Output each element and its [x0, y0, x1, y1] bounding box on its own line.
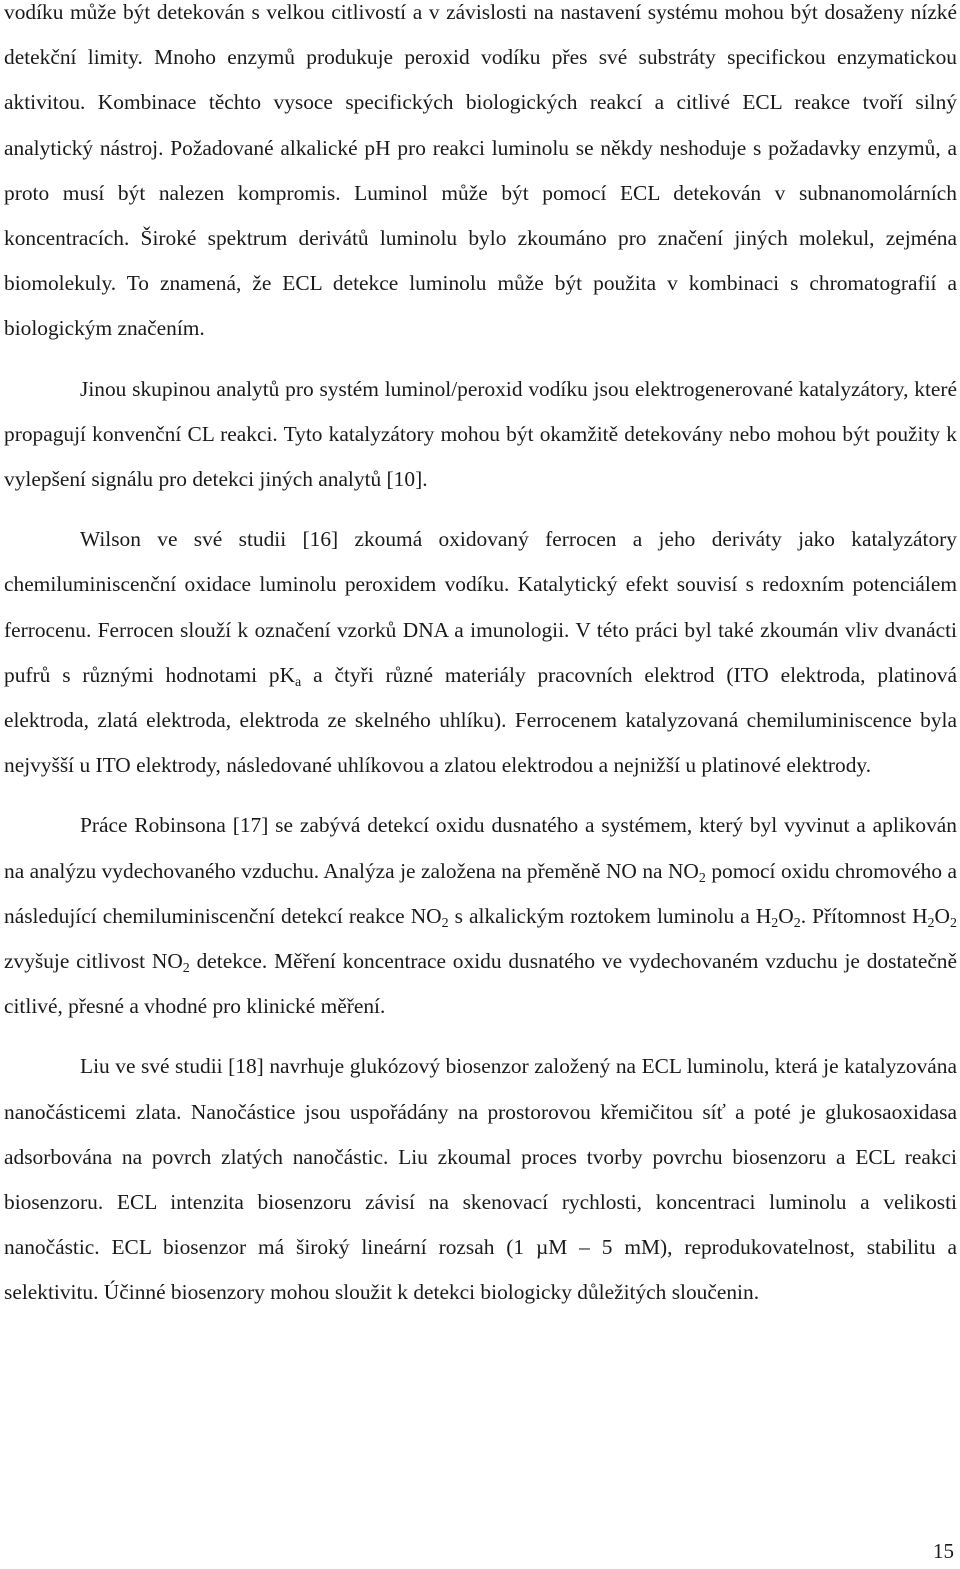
subscript: 2 [698, 870, 706, 886]
text-run: O [934, 903, 950, 928]
subscript: 2 [441, 915, 449, 931]
subscript: 2 [182, 961, 190, 977]
page-number: 15 [933, 1539, 954, 1563]
paragraph-5 [4, 1044, 957, 1315]
paragraph-1 [4, 0, 957, 352]
subscript: 2 [950, 915, 957, 931]
text-run: s alkalickým roztokem luminolu a H [448, 903, 772, 928]
subscript: a [295, 674, 302, 690]
subscript: 2 [793, 915, 801, 931]
text-run: a čtyři různé materiály pracovních elektrod (ITO elektroda, platinová elektroda, zlatá elektroda, elektroda ze skelného uhlíku). Ferrocenem katalyzovaná chemiluminiscence byla nejvyšší u ITO elektrody, následované uhlíkovou a zlatou elektrodou a nejnižší u platinové elektrody. [4, 662, 957, 778]
paragraph-3 [4, 517, 957, 788]
paragraph-4 [4, 803, 957, 1029]
text-run: Liu ve své studii [18] navrhuje glukózový biosenzor založený na ECL luminolu, která je katalyzována nanočásticemi zlata. Nanočástice jsou uspořádány na prostorovou křemičitou síť a poté je glukosaoxidasa adsorbována na povrch zlatých nanočástic. Liu zkoumal proces tvorby povrchu biosenzoru a ECL reakci biosenzoru. ECL intenzita biosenzoru závisí na skenovací rychlosti, koncentraci luminolu a velikosti nanočástic. ECL biosenzor má široký lineární rozsah (1 µM – 5 mM), reprodukovatelnost, stabilitu a selektivitu. Účinné biosenzory mohou sloužit k detekci biologicky důležitých sloučenin. [4, 1054, 957, 1305]
text-run: . Přítomnost H [800, 903, 928, 928]
text-run: zvyšuje citlivost NO [4, 949, 183, 974]
body-text [4, 0, 957, 1316]
subscript: 2 [927, 915, 935, 931]
text-run: Práce Robinsona [17] se zabývá detekcí oxidu dusnatého a systémem, který byl vyvinut a aplikován na analýzu vydechovaného vzduchu. Analýza je založena na přeměně NO na NO [4, 813, 957, 883]
text-run: Jinou skupinou analytů pro systém luminol/peroxid vodíku jsou elektrogenerované katalyzátory, které propagují konvenční CL reakci. Tyto katalyzátory mohou být okamžitě detekovány nebo mohou být použity k vylepšení signálu pro detekci jiných analytů [10]. [4, 376, 957, 492]
text-run: O [778, 903, 794, 928]
subscript: 2 [771, 915, 779, 931]
document-page [4, 0, 957, 1331]
paragraph-2 [4, 367, 957, 503]
text-run: detekce. Měření koncentrace oxidu dusnatého ve vydechovaném vzduchu je dostatečně citlivé, přesné a vhodné pro klinické měření. [4, 949, 957, 1019]
text-run: Wilson ve své studii [16] zkoumá oxidovaný ferrocen a jeho deriváty jako katalyzátory chemiluminiscenční oxidace luminolu peroxidem vodíku. Katalytický efekt souvisí s redoxním potenciálem ferrocenu. Ferrocen slouží k označení vzorků DNA a imunologii. V této práci byl také zkoumán vliv dvanácti pufrů s různými hodnotami pK [4, 527, 957, 687]
text-run: vodíku může být detekován s velkou citlivostí a v závislosti na nastavení systému mohou být dosaženy nízké detekční limity. Mnoho enzymů produkuje peroxid vodíku přes své substráty specifickou enzymatickou aktivitou. Kombinace těchto vysoce specifických biologických reakcí a citlivé ECL reakce tvoří silný analytický nástroj. Požadované alkalické pH pro reakci luminolu se někdy neshoduje s požadavky enzymů, a proto musí být nalezen kompromis. Luminol může být pomocí ECL detekován v subnanomolárních koncentracích. Široké spektrum derivátů luminolu bylo zkoumáno pro značení jiných molekul, zejména biomolekuly. To znamená, že ECL detekce luminolu může být použita v kombinaci s chromatografií a biologickým značením. [4, 0, 957, 341]
text-run: pomocí oxidu chromového a následující chemiluminiscenční detekcí reakce NO [4, 858, 957, 928]
